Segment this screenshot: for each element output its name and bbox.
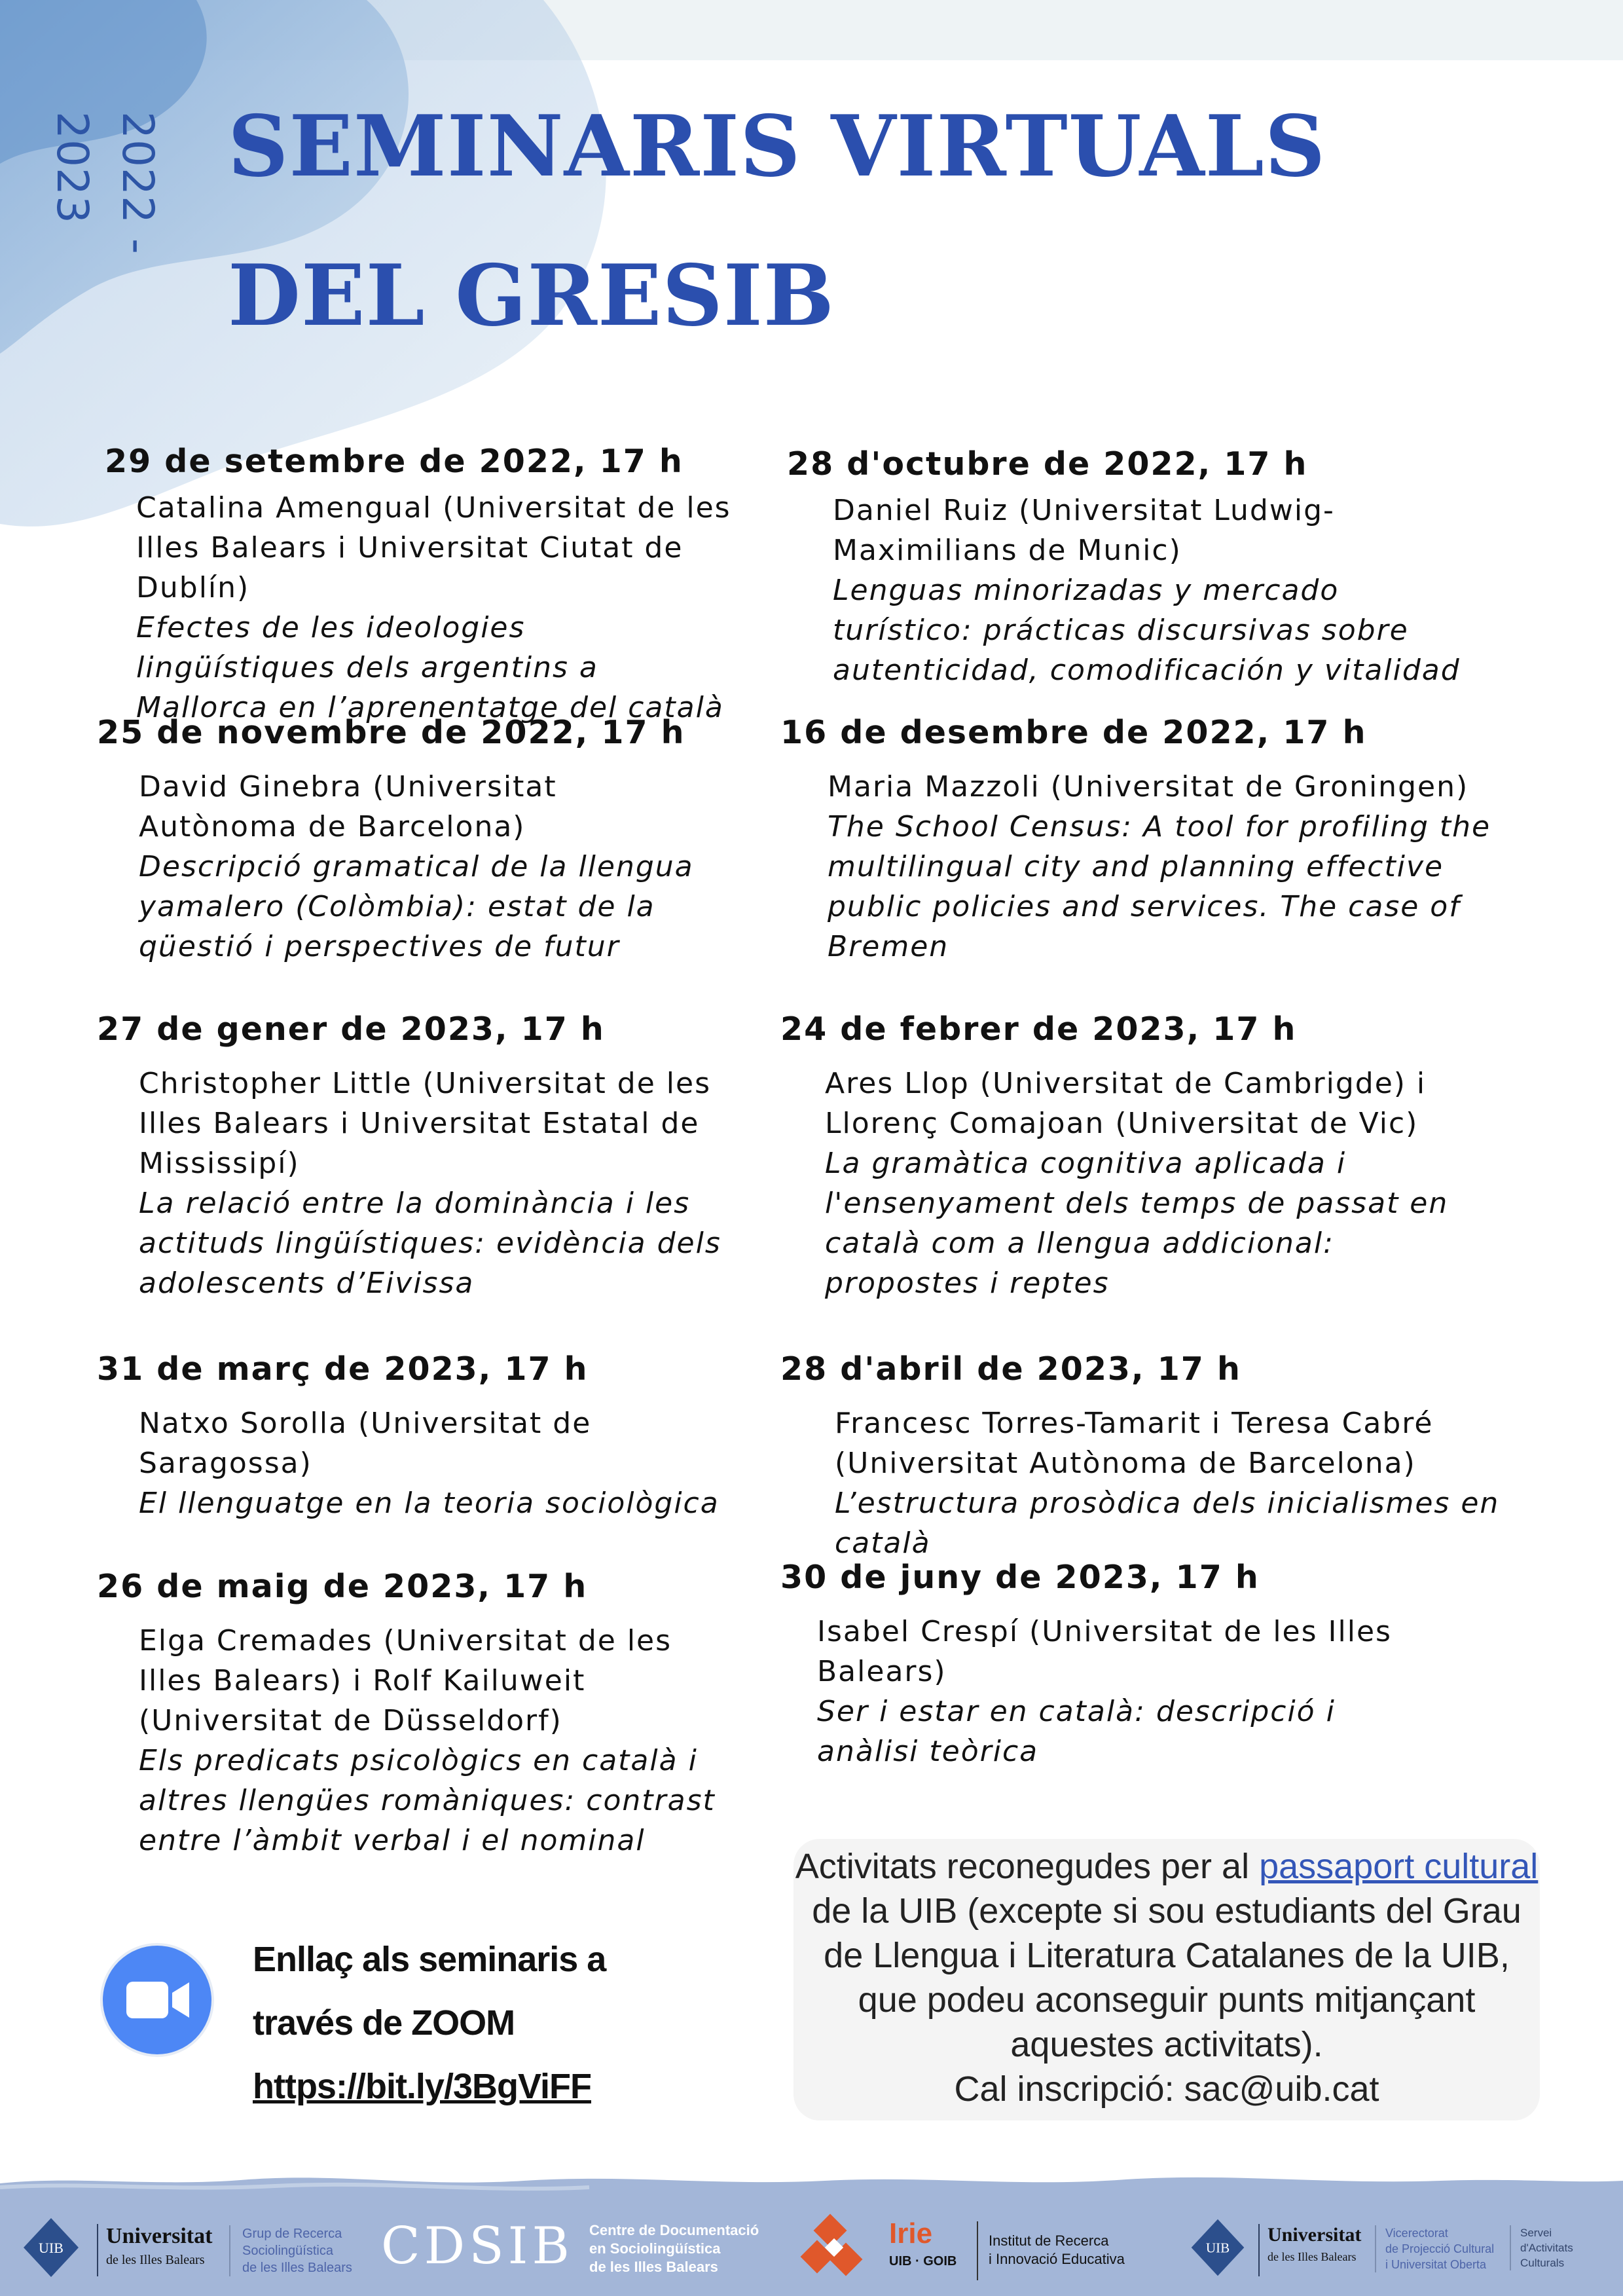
seminar-speaker: David Ginebra (Universitat Autònoma de Barcelona) bbox=[139, 770, 557, 843]
vicerectorat-line: i Universitat Oberta bbox=[1385, 2258, 1487, 2271]
seminar-date: 31 de març de 2023, 17 h bbox=[97, 1350, 589, 1388]
uib2-subname: de les Illes Balears bbox=[1267, 2250, 1357, 2263]
seminar-date: 24 de febrer de 2023, 17 h bbox=[780, 1010, 1297, 1048]
seminar-speaker: Daniel Ruiz (Universitat Ludwig-Maximilians de Munic) bbox=[833, 494, 1335, 567]
seminar-speaker: Natxo Sorolla (Universitat de Saragossa) bbox=[139, 1407, 592, 1480]
seminar-talk-title: La relació entre la dominància i les actituds lingüístiques: evidència dels adolescents d’Eivissa bbox=[139, 1187, 721, 1300]
seminar-speaker: Isabel Crespí (Universitat de les Illes Balears) bbox=[817, 1615, 1392, 1688]
seminar-date: 30 de juny de 2023, 17 h bbox=[780, 1559, 1260, 1596]
seminar-speaker: Christopher Little (Universitat de les Illes Balears i Universitat Estatal de Mississipí) bbox=[139, 1067, 711, 1180]
seminar-6 bbox=[780, 1010, 1474, 1303]
cdsib-description bbox=[589, 2221, 759, 2276]
irie-name: Irie bbox=[889, 2217, 933, 2250]
cdsib-logo: CDSIB bbox=[381, 2217, 574, 2276]
irie-line: i Innovació Educativa bbox=[989, 2251, 1125, 2267]
seminar-talk-title: L’estructura prosòdica dels inicialismes en català bbox=[835, 1487, 1500, 1560]
uib-name: Universitat bbox=[106, 2224, 213, 2248]
gresib-text bbox=[229, 2225, 352, 2276]
seminar-talk-title: Els predicats psicològics en català i altres llengües romàniques: contrast entre l’àmbit verbal i el nominal bbox=[139, 1744, 716, 1857]
page-title-line-1: SEMINARIS VIRTUALS bbox=[228, 98, 1326, 196]
seminar-date: 25 de novembre de 2022, 17 h bbox=[97, 714, 685, 751]
seminar-1 bbox=[105, 443, 733, 728]
cdsib-line: Centre de Documentació bbox=[589, 2222, 759, 2238]
zoom-link[interactable]: https://bit.ly/3BgViFF bbox=[253, 2067, 591, 2106]
vicerectorat-line: de Projecció Cultural bbox=[1385, 2242, 1495, 2255]
zoom-info bbox=[253, 1928, 606, 2119]
uib-seal: UIB bbox=[1205, 2240, 1230, 2256]
seminar-3 bbox=[97, 714, 699, 967]
vicerectorat-line: Vicerectorat bbox=[1385, 2227, 1448, 2240]
uib-seal: UIB bbox=[39, 2240, 64, 2256]
irie-mark-icon bbox=[799, 2212, 871, 2284]
cultural-passport-note bbox=[793, 1839, 1540, 2120]
seminar-talk-title: Lenguas minorizadas y mercado turístico: prácticas discursivas sobre autenticidad, comodificación y vitalidad bbox=[833, 574, 1461, 687]
seminar-speaker: Francesc Torres-Tamarit i Teresa Cabré (Universitat Autònoma de Barcelona) bbox=[835, 1407, 1434, 1480]
seminar-date: 27 de gener de 2023, 17 h bbox=[97, 1010, 605, 1048]
seminar-9 bbox=[97, 1568, 725, 1861]
seminar-talk-title: El llenguatge en la teoria sociològica bbox=[139, 1487, 720, 1520]
seminar-date: 28 d'abril de 2023, 17 h bbox=[780, 1350, 1241, 1388]
note-suffix: de la UIB (excepte si sou estudiants del Grau de Llengua i Literatura Catalanes de la UIB, que podeu aconseguir punts mitjançant aquestes activitats). bbox=[812, 1891, 1522, 2064]
seminar-talk-title: Descripció gramatical de la llengua yamalero (Colòmbia): estat de la qüestió i perspectives de futur bbox=[139, 850, 694, 963]
gresib-line: de les Illes Balears bbox=[242, 2261, 352, 2275]
servei-line: d'Activitats bbox=[1520, 2242, 1573, 2254]
seminar-date: 28 d'octubre de 2022, 17 h bbox=[787, 445, 1308, 483]
seminar-2 bbox=[787, 445, 1481, 690]
zoom-line-2: través de ZOOM bbox=[253, 2003, 515, 2043]
page-title-line-2: DEL GRESIB bbox=[228, 247, 835, 345]
seminar-4 bbox=[780, 714, 1501, 967]
gresib-line: Sociolingüística bbox=[242, 2244, 333, 2258]
seminar-10 bbox=[780, 1559, 1474, 1771]
irie-logo bbox=[799, 2212, 1178, 2291]
seminar-speaker: Catalina Amengual (Universitat de les Illes Balears i Universitat Ciutat de Dublín) bbox=[136, 491, 731, 604]
irie-sub: UIB · GOIB bbox=[889, 2254, 957, 2268]
gresib-line: Grup de Recerca bbox=[242, 2227, 342, 2241]
seminar-date: 16 de desembre de 2022, 17 h bbox=[780, 714, 1367, 751]
video-camera-icon[interactable] bbox=[100, 1943, 214, 2057]
cdsib-line: en Sociolingüística bbox=[589, 2240, 721, 2257]
seminar-speaker: Ares Llop (Universitat de Cambrigde) i Llorenç Comajoan (Universitat de Vic) bbox=[825, 1067, 1427, 1140]
vicerectorat-text bbox=[1375, 2225, 1494, 2272]
uib-logo-2 bbox=[1186, 2219, 1383, 2278]
seminar-talk-title: Ser i estar en català: descripció i anàlisi teòrica bbox=[817, 1695, 1336, 1768]
passaport-cultural-link[interactable]: passaport cultural bbox=[1259, 1847, 1539, 1886]
seminar-talk-title: The School Census: A tool for profiling the multilingual city and planning effective public policies and services. The case of Bremen bbox=[828, 810, 1491, 963]
servei-line: Servei bbox=[1520, 2227, 1552, 2239]
signup-text: Cal inscripció: sac@uib.cat bbox=[954, 2069, 1379, 2109]
seminar-date: 26 de maig de 2023, 17 h bbox=[97, 1568, 588, 1605]
academic-year: 2022 - 2023 bbox=[47, 111, 163, 255]
servei-line: Culturals bbox=[1520, 2257, 1565, 2269]
uib2-name: Universitat bbox=[1267, 2224, 1362, 2246]
seminar-7 bbox=[97, 1350, 725, 1523]
seminar-speaker: Elga Cremades (Universitat de les Illes Balears) i Rolf Kailuweit (Universitat de Düsseldorf) bbox=[139, 1624, 672, 1737]
seminar-8 bbox=[780, 1350, 1599, 1563]
seminar-speaker: Maria Mazzoli (Universitat de Groningen) bbox=[828, 770, 1469, 804]
irie-line: Institut de Recerca bbox=[989, 2232, 1109, 2249]
seminar-date: 29 de setembre de 2022, 17 h bbox=[105, 443, 684, 480]
uib-logo bbox=[18, 2219, 221, 2278]
uib-subname: de les Illes Balears bbox=[106, 2253, 205, 2267]
seminar-talk-title: La gramàtica cognitiva aplicada i l'ensenyament dels temps de passat en català com a llengua addicional: propostes i reptes bbox=[825, 1147, 1449, 1300]
zoom-line-1: Enllaç als seminaris a bbox=[253, 1940, 606, 1979]
seminar-talk-title: Efectes de les ideologies lingüístiques dels argentins a Mallorca en l’aprenentatge del català bbox=[136, 611, 724, 724]
note-prefix: Activitats reconegudes per al bbox=[795, 1847, 1260, 1886]
seminar-5 bbox=[97, 1010, 725, 1303]
servei-text bbox=[1510, 2225, 1573, 2270]
cdsib-line: de les Illes Balears bbox=[589, 2259, 718, 2275]
